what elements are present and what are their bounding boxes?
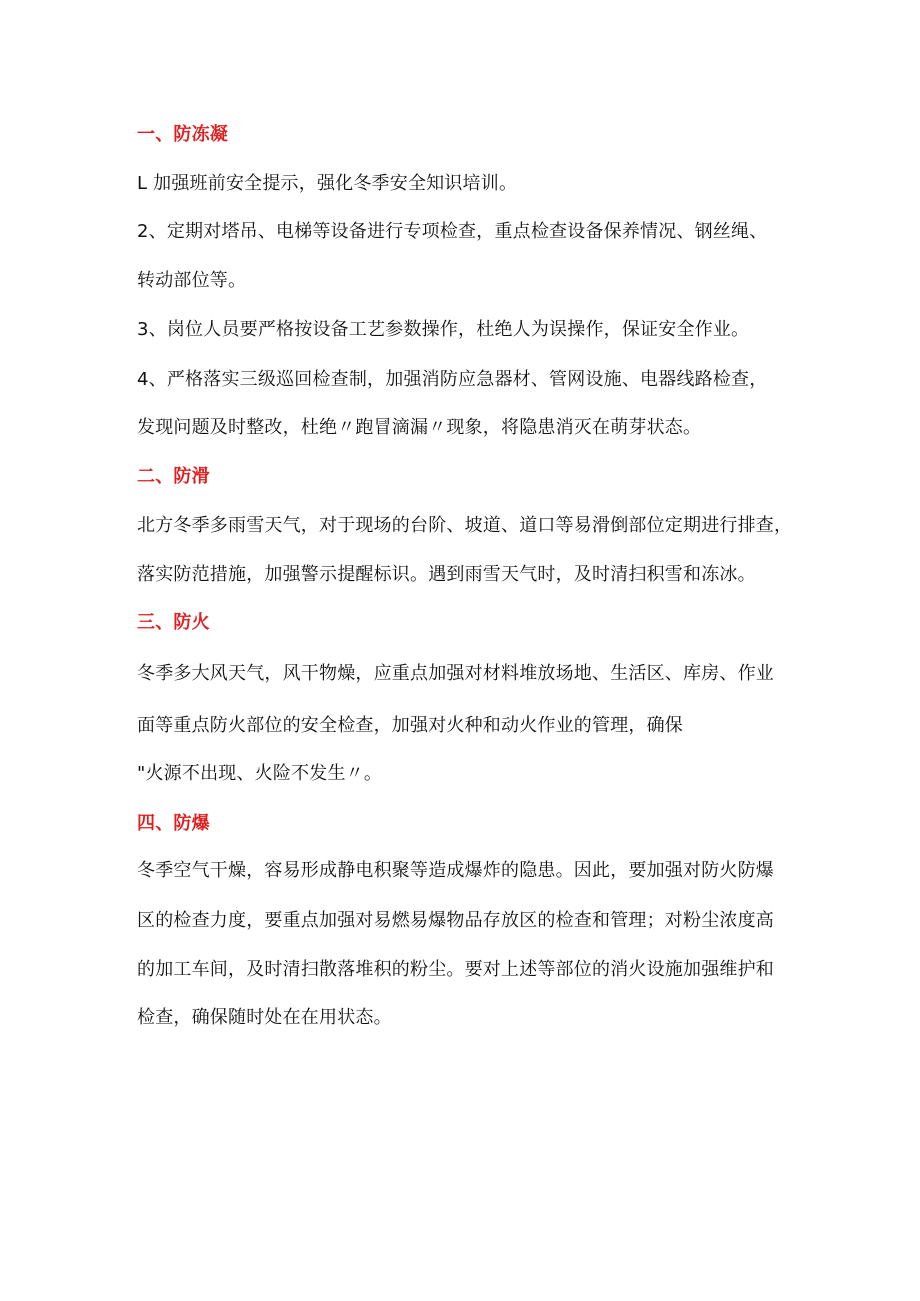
paragraph-line: L 加强班前安全提示，强化冬季安全知识培训。 [137,173,518,194]
paragraph-line: 冬季多大风天气，风干物燥，应重点加强对材料堆放场地、生活区、库房、作业 [137,663,774,684]
section-heading: 二、防滑 [137,466,210,487]
paragraph-line: 冬季空气干燥，容易形成静电积聚等造成爆炸的隐患。因此，要加强对防火防爆 [137,860,774,881]
paragraph-line: 落实防范措施，加强警示提醒标识。遇到雨雪天气时，及时清扫积雪和冻冰。 [137,564,756,585]
section-heading: 一、防冻凝 [137,124,228,145]
paragraph-line: 2、定期对塔吊、电梯等设备进行专项检查，重点检查设备保养情况、钢丝绳、 [137,221,768,242]
paragraph-line: 转动部位等。 [137,270,247,291]
paragraph-line: 检查，确保随时处在在用状态。 [137,1007,392,1028]
paragraph-line: 4、严格落实三级巡回检查制，加强消防应急器材、管网设施、电器线路检查， [137,369,768,390]
paragraph-line: 北方冬季多雨雪天气，对于现场的台阶、坡道、道口等易滑倒部位定期进行排查， [137,515,793,536]
section-heading: 三、防火 [137,612,210,633]
paragraph-line: "火源不出现、火险不发生〃。 [137,763,383,784]
paragraph-line: 3、岗位人员要严格按设备工艺参数操作，杜绝人为误操作，保证安全作业。 [137,319,750,340]
paragraph-line: 发现问题及时整改，杜绝〃跑冒滴漏〃现象，将隐患消灭在萌芽状态。 [137,417,702,438]
section-heading: 四、防爆 [137,813,210,834]
paragraph-line: 面等重点防火部位的安全检查，加强对火种和动火作业的管理，确保 [137,715,683,736]
paragraph-line: 的加工车间，及时清扫散落堆积的粉尘。要对上述等部位的消火设施加强维护和 [137,959,774,980]
paragraph-line: 区的检查力度，要重点加强对易燃易爆物品存放区的检查和管理；对粉尘浓度高 [137,910,774,931]
